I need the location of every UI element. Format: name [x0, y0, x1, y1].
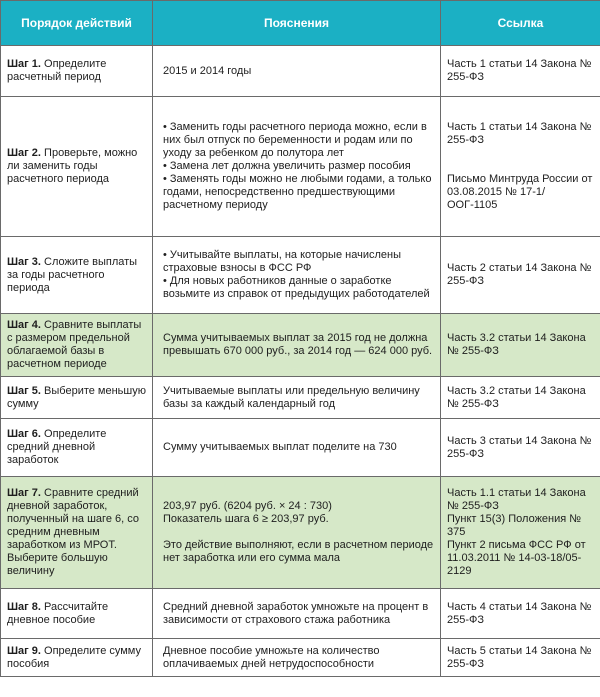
explanation-cell: [153, 589, 441, 639]
step-text: Сравните средний дневной заработок, полученный на шаге 6, со средним дневным заработком из МРОТ. Выберите большую величину: [7, 487, 139, 577]
table-row: [1, 46, 600, 97]
table-row: [1, 314, 600, 377]
explanation-cell: [153, 97, 441, 237]
reference-text: Часть 5 статьи 14 Закона № 255-ФЗ: [447, 644, 592, 670]
explanation-text: Дневное пособие умножьте на количество оплачиваемых дней нетрудоспособности: [163, 644, 380, 670]
reference-text: Часть 3 статьи 14 Закона № 255-ФЗ: [447, 434, 592, 460]
reference-cell: [441, 639, 600, 677]
explanation-cell: [153, 377, 441, 419]
step-cell: [1, 589, 153, 639]
step-cell: [1, 97, 153, 237]
explanation-line: Показатель шага 6 ≥ 203,97 руб.: [163, 513, 329, 525]
step-label: Шаг 9.: [7, 644, 41, 657]
step-label: Шаг 6.: [7, 428, 41, 440]
step-cell: [1, 477, 153, 589]
reference-cell: [441, 377, 600, 419]
table-row: [1, 419, 600, 477]
table-row: [1, 477, 600, 589]
step-text: Рассчитайте дневное пособие: [7, 600, 109, 626]
explanation-line: Это действие выполняют, если в расчетном периоде нет заработка или его сумма мала: [163, 539, 434, 564]
header-reference: Ссылка: [441, 1, 600, 46]
explanation-bullet: • Учитывайте выплаты, на которые начислены страховые взносы в ФСС РФ: [163, 249, 401, 274]
reference-text: Часть 4 статьи 14 Закона № 255-ФЗ: [447, 600, 592, 626]
explanation-cell: [153, 477, 441, 589]
explanation-text: Средний дневной заработок умножьте на процент в зависимости от страхового стажа работника: [163, 600, 429, 626]
step-label: Шаг 1.: [7, 58, 41, 70]
reference-cell: [441, 237, 600, 314]
step-cell: [1, 419, 153, 477]
step-text: Определите средний дневной заработок: [7, 428, 107, 466]
reference-cell: [441, 97, 600, 237]
explanation-cell: [153, 237, 441, 314]
reference-text: Пункт 15(3) Положения № 375: [447, 513, 582, 538]
step-cell: [1, 46, 153, 97]
reference-text: Часть 1 статьи 14 Закона № 255-ФЗ: [447, 121, 592, 146]
step-text: Проверьте, можно ли заменить годы расчетного периода: [7, 147, 138, 185]
reference-text: Письмо Минтруда России от 03.08.2015 № 17-1/ООГ-1105: [447, 173, 593, 211]
step-cell: [1, 639, 153, 677]
reference-text: Пункт 2 письма ФСС РФ от 11.03.2011 № 14-03-18/05-2129: [447, 539, 586, 577]
step-label: Шаг 5.: [7, 384, 41, 397]
table-row: [1, 377, 600, 419]
step-text: Выберите меньшую сумму: [7, 384, 146, 410]
explanation-bullet: • Для новых работников данные о заработке возьмите из справок от предыдущих работодателей: [163, 275, 430, 300]
reference-text: Часть 2 статьи 14 Закона № 255-ФЗ: [447, 262, 592, 287]
step-text: Определите расчетный период: [7, 58, 107, 83]
reference-text: Часть 1 статьи 14 Закона № 255-ФЗ: [447, 58, 592, 83]
reference-cell: [441, 46, 600, 97]
explanation-cell: [153, 314, 441, 377]
explanation-text: Сумма учитываемых выплат за 2015 год не должна превышать 670 000 руб., за 2014 год — 624 000 руб.: [163, 332, 433, 357]
header-explanation: Пояснения: [153, 1, 441, 46]
explanation-bullet: • Замена лет должна увеличить размер пособия: [163, 160, 411, 172]
table-row: [1, 97, 600, 237]
table-header-row: [1, 1, 600, 46]
explanation-bullet: • Заменять годы можно не любыми годами, а только годами, непосредственно предшествующими расчетному периоду: [163, 173, 432, 211]
step-label: Шаг 8.: [7, 600, 41, 613]
table-row: [1, 639, 600, 677]
explanation-text: 2015 и 2014 годы: [163, 64, 252, 77]
reference-text: Часть 1.1 статьи 14 Закона № 255-ФЗ: [447, 487, 586, 512]
reference-cell: [441, 419, 600, 477]
explanation-cell: [153, 46, 441, 97]
step-cell: [1, 377, 153, 419]
reference-cell: [441, 314, 600, 377]
reference-text: Часть 3.2 статьи 14 Закона № 255-ФЗ: [447, 384, 586, 410]
step-text: Сравните выплаты с размером предельной облагаемой базы в расчетном периоде: [7, 319, 142, 370]
table-row: [1, 589, 600, 639]
explanation-line: 203,97 руб. (6204 руб. × 24 : 730): [163, 500, 332, 512]
explanation-cell: [153, 419, 441, 477]
step-text: Определите сумму пособия: [7, 644, 141, 670]
table-row: [1, 237, 600, 314]
step-label: Шаг 3.: [7, 255, 41, 268]
step-label: Шаг 7.: [7, 487, 41, 499]
step-cell: [1, 314, 153, 377]
step-text: Сложите выплаты за годы расчетного периода: [7, 255, 138, 294]
explanation-bullet: • Заменить годы расчетного периода можно, если в них был отпуск по беременности и родам или по уходу за ребенком до полутора лет: [163, 121, 427, 159]
reference-text: Часть 3.2 статьи 14 Закона № 255-ФЗ: [447, 332, 586, 357]
header-procedure: Порядок действий: [1, 1, 153, 46]
reference-cell: [441, 589, 600, 639]
explanation-cell: [153, 639, 441, 677]
explanation-text: Учитываемые выплаты или предельную величину базы за каждый календарный год: [163, 384, 420, 410]
step-label: Шаг 4.: [7, 319, 41, 331]
step-cell: [1, 237, 153, 314]
reference-cell: [441, 477, 600, 589]
step-label: Шаг 2.: [7, 147, 41, 159]
explanation-text: Сумму учитываемых выплат поделите на 730: [163, 441, 397, 453]
